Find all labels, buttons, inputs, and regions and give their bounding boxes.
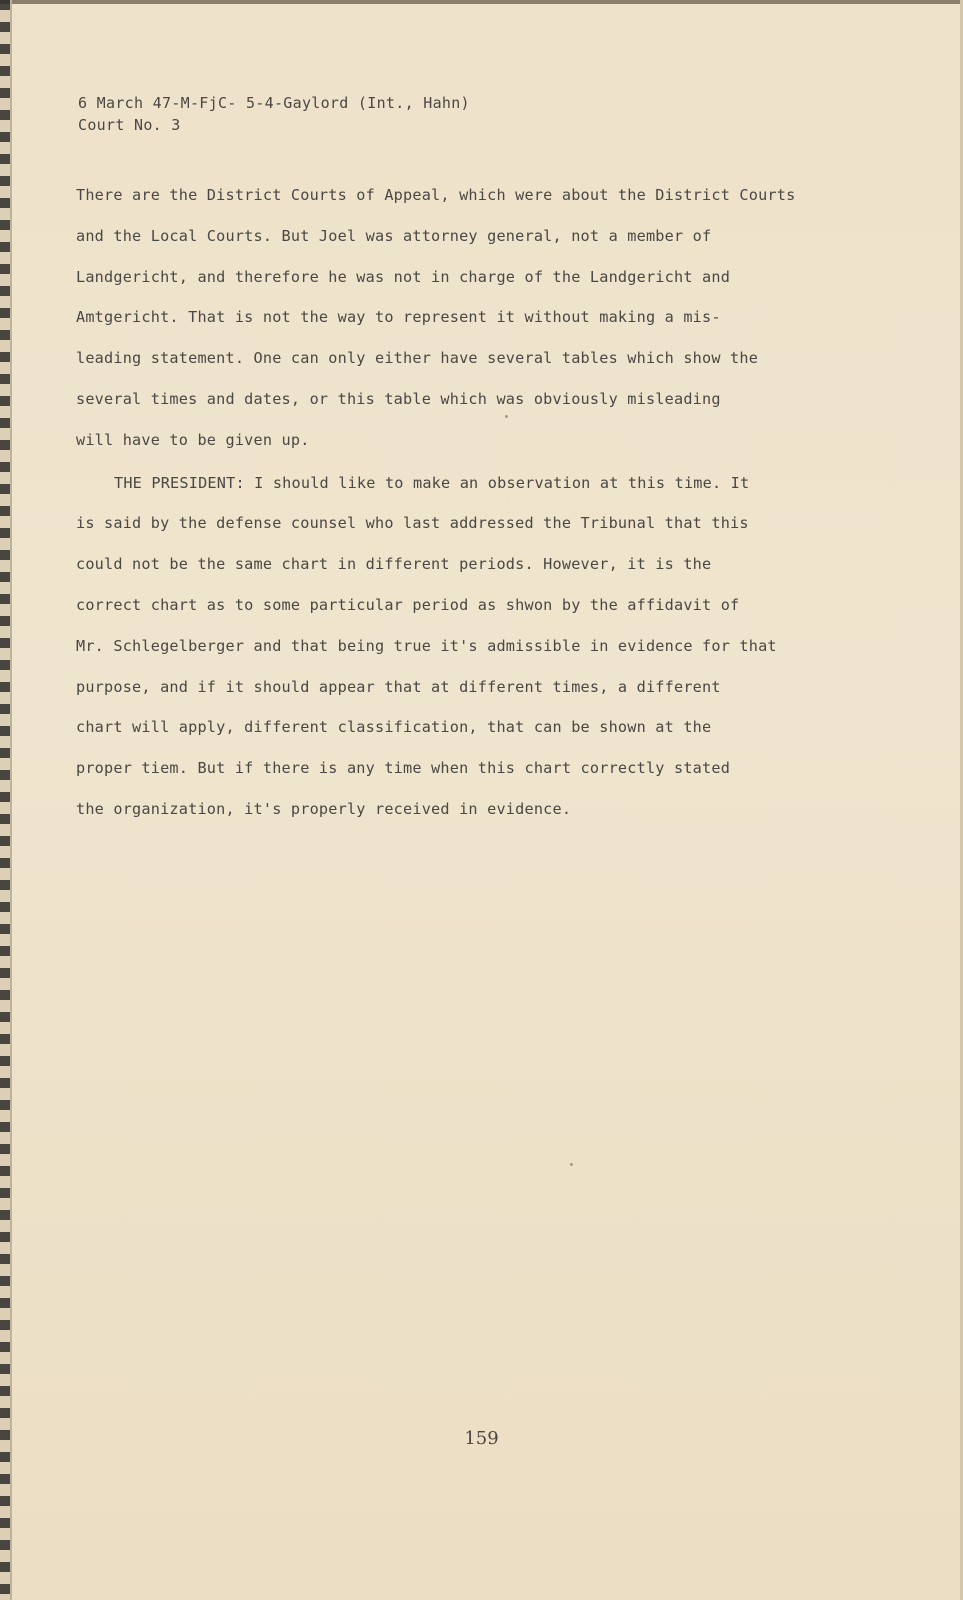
header-session-line: 6 March 47-M-FjC- 5-4-Gaylord (Int., Hahn) — [78, 94, 470, 112]
text-line: proper tiem. But if there is any time when this chart correctly stated — [76, 759, 731, 778]
binding-line — [10, 0, 12, 1600]
text-line: several times and dates, or this table which was obviously misleading — [76, 389, 721, 408]
text-line: THE PRESIDENT: I should like to make an observation at this time. It — [114, 473, 750, 492]
text-line: is said by the defense counsel who last addressed the Tribunal that this — [76, 514, 749, 533]
paragraph-1 — [76, 175, 876, 461]
header-court-line: Court No. 3 — [78, 116, 181, 134]
text-line: correct chart as to some particular period as shwon by the affidavit of — [76, 595, 740, 614]
transcript-body — [76, 175, 876, 832]
paper-speck — [505, 415, 508, 418]
text-line: could not be the same chart in different periods. However, it is the — [76, 555, 712, 574]
text-line: leading statement. One can only either have several tables which show the — [76, 349, 759, 368]
text-line: purpose, and if it should appear that at different times, a different — [76, 677, 721, 696]
text-line: will have to be given up. — [76, 430, 310, 449]
text-line: There are the District Courts of Appeal, which were about the District Courts — [76, 186, 796, 204]
page-number: 159 — [464, 1428, 499, 1449]
paragraph-2 — [76, 463, 876, 830]
page-header — [78, 92, 470, 136]
binding-edge — [0, 0, 10, 1600]
top-edge — [0, 0, 963, 4]
paper-speck — [570, 1163, 573, 1166]
text-line: Amtgericht. That is not the way to represent it without making a mis- — [76, 308, 721, 327]
text-line: chart will apply, different classification, that can be shown at the — [76, 718, 712, 737]
text-line: Landgericht, and therefore he was not in charge of the Landgericht and — [76, 267, 731, 286]
text-line: and the Local Courts. But Joel was attorney general, not a member of — [76, 226, 712, 245]
text-line: Mr. Schlegelberger and that being true it's admissible in evidence for that — [76, 636, 777, 655]
text-line: the organization, it's properly received in evidence. — [76, 799, 572, 818]
